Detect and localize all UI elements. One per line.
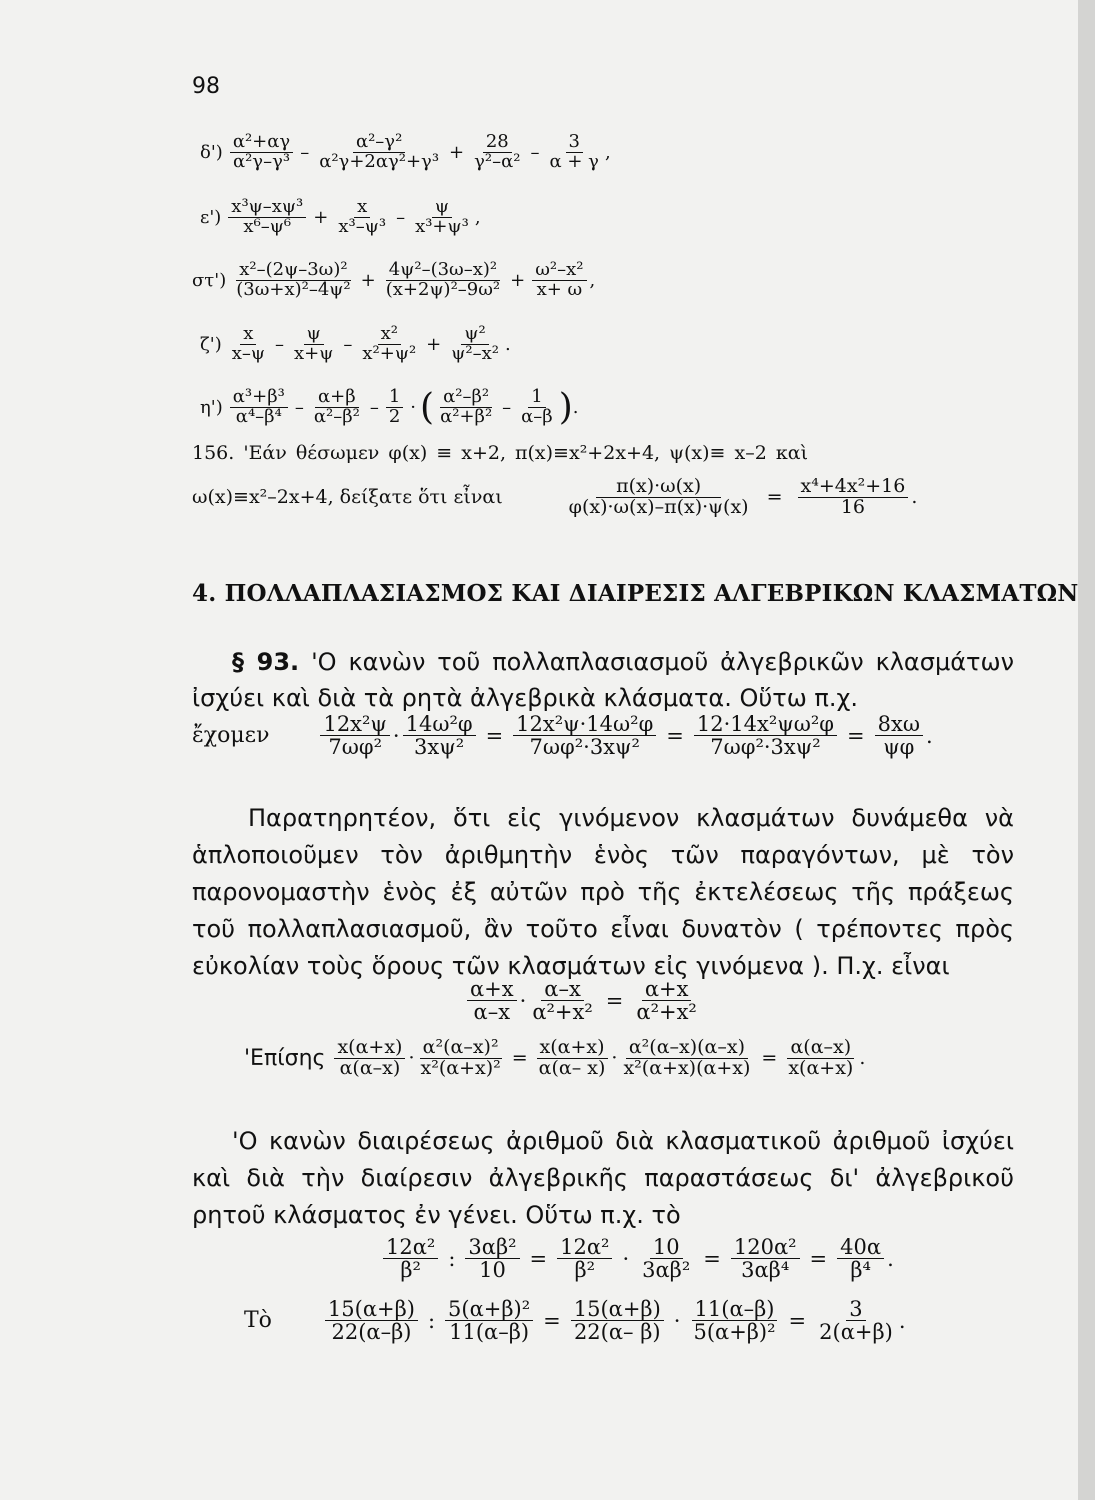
operator: – — [300, 141, 310, 163]
fraction — [798, 477, 909, 518]
example-prefix: 'Επίσης — [244, 1045, 326, 1071]
numerator: 8xω — [875, 713, 923, 736]
fraction — [467, 978, 517, 1023]
operator: = — [529, 1246, 548, 1271]
denominator: x³+ψ³ — [415, 215, 469, 237]
denominator: β² — [574, 1258, 596, 1283]
paragraph-3: 'Ο κανὼν διαιρέσεως ἀριθμοῦ διὰ κλασματικοῦ ἀριθμοῦ ἰσχύει καὶ διὰ τὴν διαίρεσιν ἀλγεβρικῆς παραστάσεως δι' ἀλγεβρικοῦ ρητοῦ κλάσματος ἐν γένει. Οὕτω π.χ. τὸ — [192, 1127, 1014, 1229]
operator: = — [809, 1246, 828, 1271]
denominator: β² — [400, 1258, 421, 1283]
denominator: α²–β² — [313, 406, 360, 427]
denominator: x⁶–ψ⁶ — [243, 215, 292, 237]
operator: + — [449, 141, 465, 163]
punctuation: . — [859, 1047, 866, 1070]
numerator: x⁴+4x²+16 — [798, 477, 909, 498]
denominator: β⁴ — [850, 1258, 871, 1283]
denominator: x+ψ — [294, 342, 334, 364]
denominator: α²γ+2αγ²+γ³ — [319, 150, 440, 172]
numerator: α²(α–x)² — [420, 1038, 502, 1059]
numerator: α³+β³ — [230, 388, 288, 408]
numerator: x² — [378, 325, 401, 345]
fraction — [445, 1298, 533, 1343]
page-number: 98 — [192, 74, 220, 99]
denominator: (3ω+x)²–4ψ² — [236, 278, 351, 300]
punctuation: . — [887, 1246, 894, 1271]
fraction — [334, 1038, 405, 1079]
problem-text: ω(x)≡x²–2x+4, δείξατε ὅτι εἶναι — [192, 486, 503, 509]
denominator: 16 — [840, 495, 866, 518]
fraction — [325, 1298, 418, 1343]
numerator: 12α² — [383, 1236, 438, 1259]
denominator: 22(α–β) — [331, 1320, 412, 1345]
numerator: 120α² — [731, 1236, 800, 1259]
punctuation: , — [589, 269, 596, 291]
example-5 — [244, 1298, 906, 1343]
exercise-epsilon — [200, 198, 481, 237]
denominator: 7ωφ²·3xψ² — [529, 735, 640, 760]
denominator: x²+ψ² — [362, 342, 417, 364]
operator: · — [622, 1246, 630, 1271]
punctuation: . — [504, 333, 511, 355]
operator: · — [673, 1308, 681, 1333]
example-2 — [464, 978, 703, 1023]
fraction — [547, 133, 602, 172]
numerator: x — [240, 325, 256, 345]
fraction — [448, 325, 502, 364]
numerator: 3 — [846, 1298, 865, 1321]
exercise-zeta — [200, 325, 511, 364]
numerator: α+x — [467, 978, 517, 1001]
denominator: ψφ — [883, 735, 915, 760]
example-3 — [244, 1038, 865, 1079]
operator: · — [611, 1047, 618, 1070]
operator: · — [392, 723, 400, 748]
numerator: 15(α+β) — [571, 1298, 664, 1321]
numerator: 4ψ²–(3ω–x)² — [386, 261, 500, 281]
numerator: α²–β² — [440, 388, 492, 408]
fraction — [320, 713, 389, 758]
exercise-label: στ') — [192, 269, 227, 291]
numerator: 12x²ψ — [320, 713, 389, 736]
exercise-delta — [200, 133, 611, 172]
paragraph-text: 'Ο κανὼν τοῦ πολλαπλασιασμοῦ ἀλγεβρικῶν κλασμάτων ἰσχύει καὶ διὰ τὰ ρητὰ ἀλγεβρικὰ κλάσματα. Οὕτω π.χ. — [192, 648, 1014, 712]
numerator: π(x)·ω(x) — [596, 477, 721, 498]
fraction — [437, 388, 495, 427]
fraction — [291, 325, 336, 364]
fraction — [513, 713, 656, 758]
operator: + — [510, 269, 526, 291]
operator: = — [511, 1047, 528, 1070]
numerator: α+β — [315, 388, 359, 408]
fraction — [633, 978, 699, 1023]
punctuation: . — [572, 397, 579, 418]
numerator: 3αβ² — [465, 1236, 519, 1259]
numerator: 14ω²φ — [403, 713, 476, 736]
denominator: φ(x)·ω(x)–π(x)·ψ(x) — [568, 495, 749, 518]
numerator: ψ — [304, 325, 324, 345]
numerator: α²+αγ — [230, 133, 293, 153]
denominator: α(α–x) — [339, 1056, 401, 1079]
numerator: x — [354, 198, 370, 218]
numerator: 15(α+β) — [325, 1298, 418, 1321]
exercise-label: η') — [200, 397, 223, 418]
numerator: 12α² — [557, 1236, 612, 1259]
denominator: α²+β² — [440, 406, 493, 427]
operator: · — [408, 1047, 415, 1070]
example-prefix: ἔχομεν — [192, 723, 270, 749]
operator: – — [275, 333, 285, 355]
operator: = — [605, 988, 624, 1013]
denominator: 11(α–β) — [449, 1320, 530, 1345]
numerator: α²(α–x)(α–x) — [626, 1038, 748, 1059]
exercise-eta — [200, 387, 579, 428]
numerator: 1 — [386, 388, 403, 408]
denominator: x+ ω — [536, 278, 583, 300]
exercise-st — [192, 261, 595, 300]
fraction — [731, 1236, 800, 1281]
numerator: α(α–x) — [787, 1038, 854, 1059]
operator: – — [502, 397, 512, 418]
problem-156-line2 — [192, 477, 917, 518]
example-prefix: Τὸ — [244, 1308, 272, 1334]
operator: – — [396, 206, 406, 228]
denominator: 3xψ² — [414, 735, 465, 760]
denominator: 3αβ² — [642, 1258, 691, 1283]
fraction — [566, 477, 752, 518]
fraction — [228, 198, 306, 237]
denominator: 2(α+β) — [819, 1320, 893, 1345]
operator: – — [530, 141, 540, 163]
operator: = — [666, 723, 684, 748]
operator: – — [369, 397, 379, 418]
denominator: 22(α– β) — [573, 1320, 661, 1345]
paragraph-2: Παρατηρητέον, ὅτι εἰς γινόμενον κλασμάτων δυνάμεθα νὰ ἁπλοποιοῦμεν τὸν ἀριθμητὴν ἑνὸς τῶν παραγόντων, μὲ τὸν παρονομαστὴν ἑνὸς ἐξ αὐτῶν πρὸ τῆς ἐκτελέσεως τῆς πράξεως τοῦ πολλαπλασιασμοῦ, ἂν τοῦτο εἶναι δυνατὸν ( τρέποντες πρὸς εὐκολίαν τοὺς ὅρους τῶν κλασμάτων εἰς γινόμενα ). Π.χ. εἶναι — [192, 804, 1014, 980]
operator: + — [426, 333, 442, 355]
denominator: α(α– x) — [538, 1056, 606, 1079]
numerator: 10 — [650, 1236, 683, 1259]
fraction — [471, 133, 523, 172]
exercise-label: ε') — [200, 206, 222, 228]
operator: = — [766, 486, 783, 509]
denominator: 3αβ⁴ — [741, 1258, 790, 1283]
numerator: 1 — [528, 388, 545, 408]
numerator: x³ψ–xψ³ — [228, 198, 306, 218]
operator: · — [519, 988, 527, 1013]
denominator: 5(α+β)² — [693, 1320, 776, 1345]
operator: = — [543, 1308, 561, 1333]
denominator: 7ωφ² — [328, 735, 382, 760]
denominator: 7ωφ²·3xψ² — [710, 735, 821, 760]
denominator: x(α+x) — [788, 1056, 854, 1079]
denominator: ψ²–x² — [451, 342, 499, 364]
section-93-paragraph — [192, 644, 1014, 716]
denominator: 10 — [479, 1258, 506, 1283]
fraction — [230, 388, 288, 427]
denominator: 2 — [388, 406, 401, 427]
page-edge-shadow — [1078, 0, 1095, 1500]
fraction — [383, 261, 503, 300]
numerator: 12·14x²ψω²φ — [694, 713, 837, 736]
fraction — [785, 1038, 856, 1079]
fraction — [316, 133, 442, 172]
denominator: α–β — [521, 406, 553, 427]
denominator: α–x — [473, 1000, 511, 1025]
numerator: 28 — [483, 133, 512, 153]
operator: = — [761, 1047, 778, 1070]
problem-156-line1: 156. 'Εάν θέσωμεν φ(x) ≡ x+2, π(x)≡x²+2x+4, ψ(x)≡ x–2 καὶ — [192, 442, 809, 464]
denominator: x–ψ — [231, 342, 266, 364]
numerator: ω²–x² — [532, 261, 586, 281]
denominator: α + γ — [549, 150, 599, 172]
fraction — [690, 1298, 778, 1343]
fraction — [620, 1038, 753, 1079]
fraction — [311, 388, 363, 427]
denominator: α⁴–β⁴ — [235, 406, 282, 427]
numerator: α–x — [541, 978, 584, 1001]
numerator: ψ² — [461, 325, 488, 345]
fraction — [532, 261, 586, 300]
fraction — [359, 325, 419, 364]
fraction — [412, 198, 472, 237]
exercise-label: δ') — [200, 141, 223, 163]
numerator: 12x²ψ·14ω²φ — [513, 713, 656, 736]
example-1 — [192, 713, 933, 758]
punctuation: , — [604, 141, 611, 163]
operator: : — [448, 1246, 456, 1271]
fraction — [335, 198, 389, 237]
numerator: ψ — [432, 198, 452, 218]
operator: = — [485, 723, 504, 748]
left-paren: ( — [420, 387, 435, 428]
punctuation: . — [911, 486, 918, 509]
fraction — [418, 1038, 504, 1079]
fraction — [403, 713, 476, 758]
numerator: x²–(2ψ–3ω)² — [236, 261, 350, 281]
fraction — [230, 133, 293, 172]
fraction — [383, 1236, 438, 1281]
fraction — [816, 1298, 896, 1343]
numerator: α+x — [642, 978, 692, 1001]
denominator: α²+x² — [532, 1000, 593, 1025]
numerator: 5(α+β)² — [445, 1298, 533, 1321]
right-paren: ) — [558, 387, 573, 428]
numerator: 3 — [566, 133, 583, 153]
fraction — [694, 713, 837, 758]
operator: · — [410, 397, 417, 418]
denominator: (x+2ψ)²–9ω² — [385, 278, 501, 300]
fraction — [875, 713, 923, 758]
punctuation: . — [925, 723, 933, 748]
fraction — [837, 1236, 884, 1281]
denominator: x²(α+x)² — [420, 1056, 501, 1079]
operator: – — [294, 397, 304, 418]
exercise-label: ζ') — [200, 333, 222, 355]
punctuation: , — [474, 206, 481, 228]
operator: = — [788, 1308, 807, 1333]
denominator: x²(α+x)(α+x) — [623, 1056, 751, 1079]
denominator: α²γ–γ³ — [232, 150, 291, 172]
fraction — [571, 1298, 664, 1343]
fraction — [233, 261, 353, 300]
fraction — [518, 388, 556, 427]
numerator: x(α+x) — [334, 1038, 405, 1059]
fraction — [536, 1038, 609, 1079]
example-4 — [380, 1236, 894, 1281]
denominator: x³–ψ³ — [338, 215, 387, 237]
fraction — [386, 388, 403, 427]
denominator: γ²–α² — [474, 150, 521, 172]
operator: = — [703, 1246, 721, 1271]
operator: – — [343, 333, 353, 355]
fraction — [229, 325, 268, 364]
fraction — [557, 1236, 612, 1281]
fraction — [465, 1236, 519, 1281]
section-heading: 4. ΠΟΛΛΑΠΛΑΣΙΑΣΜΟΣ ΚΑΙ ΔΙΑΙΡΕΣΙΣ ΑΛΓΕΒΡΙΚΩΝ ΚΛΑΣΜΑΤΩΝ — [192, 580, 1079, 607]
operator: + — [313, 206, 329, 228]
section-marker: § 93. — [232, 648, 300, 676]
numerator: 40α — [837, 1236, 884, 1259]
denominator: α²+x² — [636, 1000, 697, 1025]
operator: + — [360, 269, 376, 291]
numerator: α²–γ² — [353, 133, 405, 153]
fraction — [529, 978, 595, 1023]
operator: : — [427, 1308, 436, 1333]
fraction — [639, 1236, 693, 1281]
numerator: 11(α–β) — [692, 1298, 778, 1321]
numerator: x(α+x) — [537, 1038, 608, 1059]
operator: = — [847, 723, 865, 748]
punctuation: . — [898, 1308, 906, 1333]
